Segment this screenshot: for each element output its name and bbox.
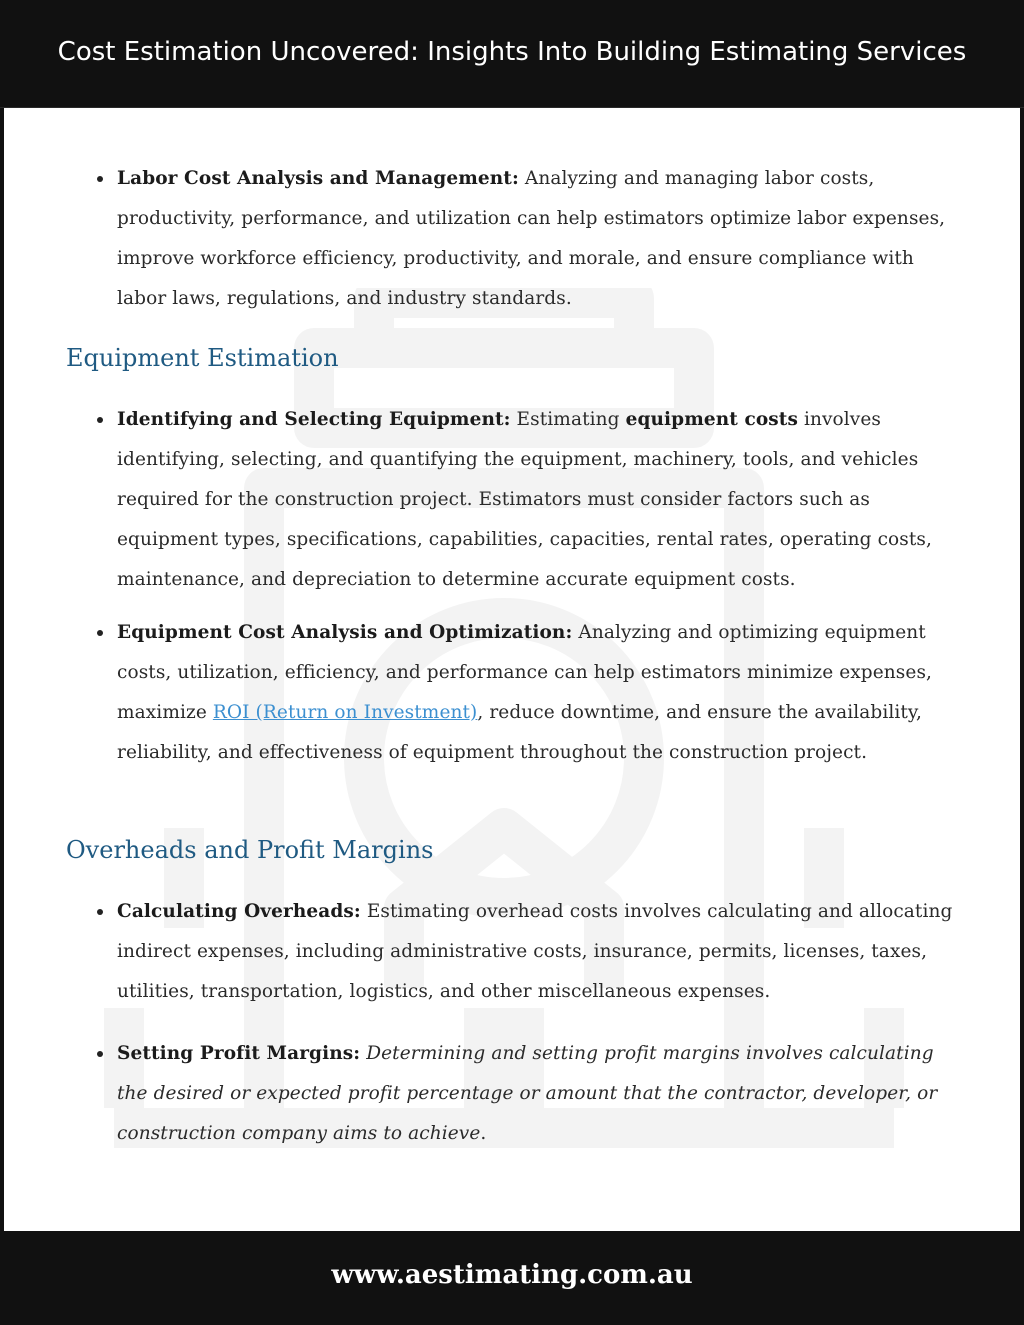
page-footer [0,1231,1024,1325]
list-item-period: . [480,1123,487,1144]
website-url: www.aestimating.com.au [331,1260,693,1290]
list-item [4,892,1020,1012]
list-item-text: Analyzing and optimizing equipment costs, utilization, efficiency, and performance can help estimators minimize expenses, maximize [117,622,933,723]
list-item-lead: Labor Cost Analysis and Management: [117,168,519,189]
equipment-costs-emphasis: equipment costs [625,409,798,430]
overheads-list [4,892,1020,1154]
list-item-text: , reduce downtime, and ensure the availability, reliability, and effectiveness of equipment throughout the construction project. [117,702,922,763]
list-item [4,400,1020,600]
list-item [4,613,1020,773]
list-item-lead: Calculating Overheads: [117,901,361,922]
equipment-list [4,400,1020,773]
list-item-text: Analyzing and managing labor costs, productivity, performance, and utilization can help estimators optimize labor expenses, improve workforce efficiency, productivity, and morale, and ensure compliance with labor laws, regulations, and industry standards. [117,168,946,309]
document-title: Cost Estimation Uncovered: Insights Into Building Estimating Services [57,36,967,67]
list-item-italic-text: Determining and setting profit margins involves calculating the desired or expected profit percentage or amount that the contractor, developer, or construction company aims to achieve [117,1043,938,1144]
list-item-lead: Equipment Cost Analysis and Optimization: [117,622,573,643]
list-item-lead: Setting Profit Margins: [117,1043,361,1064]
document-page [4,108,1020,1231]
section-heading-overheads: Overheads and Profit Margins [66,836,434,864]
list-item-text: Estimating [510,409,626,430]
roi-link[interactable]: ROI (Return on Investment) [212,702,478,723]
section-heading-equipment: Equipment Estimation [66,344,339,372]
list-item [4,1034,1020,1154]
list-item-text: Estimating overhead costs involves calculating and allocating indirect expenses, including administrative costs, insurance, permits, licenses, taxes, utilities, transportation, logistics, and other miscellaneous expenses. [117,901,953,1002]
page-header [0,0,1024,108]
list-item-lead: Identifying and Selecting Equipment: [117,409,511,430]
list-item [4,159,1020,319]
labor-list [4,159,1020,319]
list-item-text: involves identifying, selecting, and quantifying the equipment, machinery, tools, and vehicles required for the construction project. Estimators must consider factors such as equipment types, specifications, capabilities, capacities, rental rates, operating costs, maintenance, and depreciation to determine accurate equipment costs. [117,409,932,590]
